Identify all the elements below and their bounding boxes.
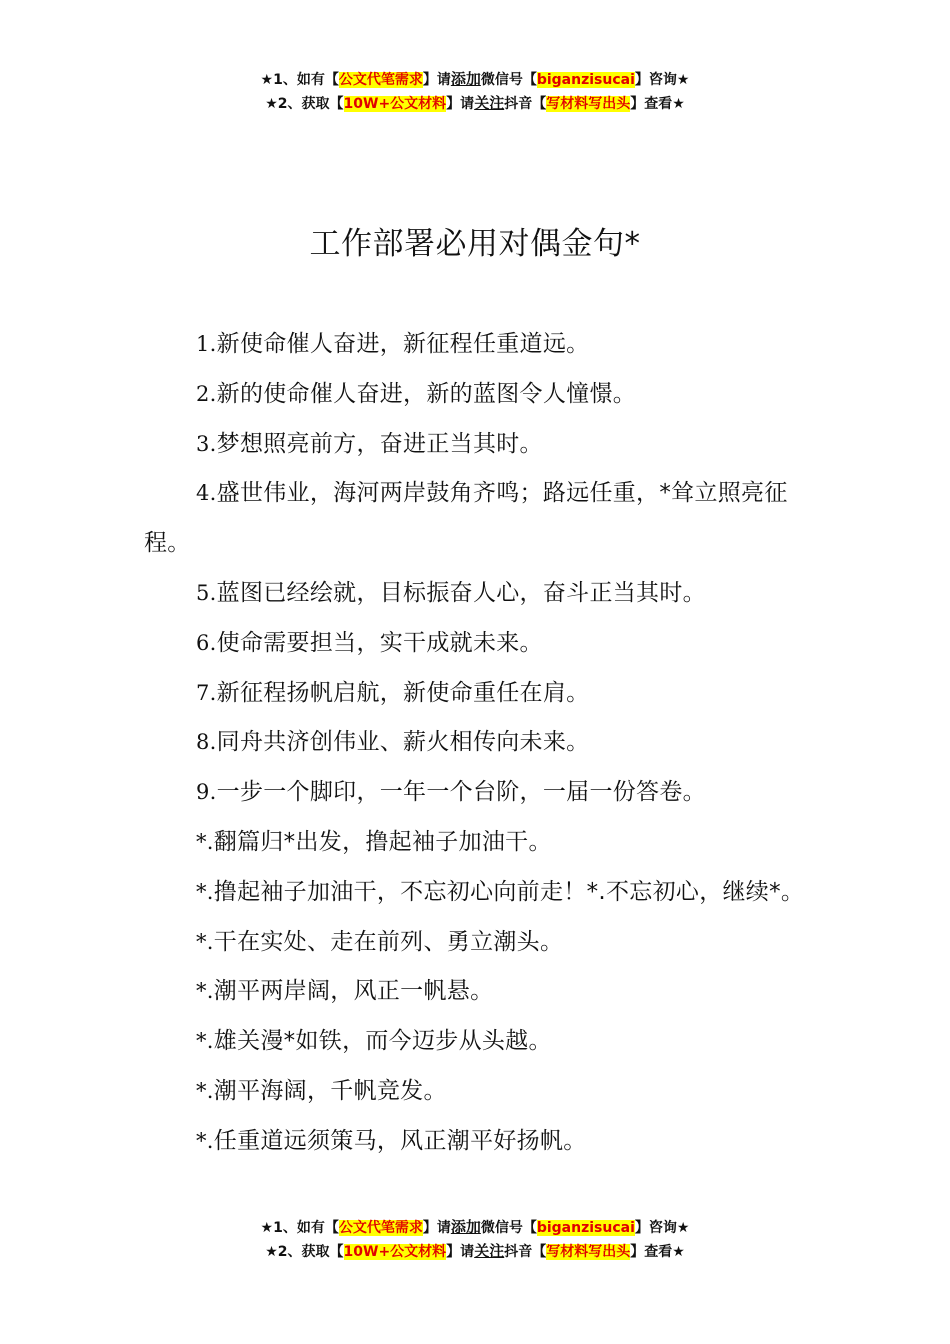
promo-line-2 (0, 1240, 950, 1264)
list-item-number: *. (196, 979, 214, 1004)
list-item-text: 雄关漫*如铁，而今迈步从头越。 (213, 1028, 552, 1055)
list-item-number: 5. (196, 580, 217, 605)
list-item-number: 6. (196, 630, 217, 655)
list-item (144, 818, 810, 868)
list-item-number: *. (196, 879, 214, 904)
promo-line-2 (0, 92, 950, 116)
promo-line-1-highlight-service: 公文代笔需求 (338, 72, 423, 88)
list-item-text: 同舟共济创伟业、薪火相传向未来。 (216, 729, 590, 756)
list-item-text: 新的使命催人奋进，新的蓝图令人憧憬。 (216, 380, 637, 407)
list-item-text: 蓝图已经绘就，目标振奋人心，奋斗正当其时。 (216, 579, 706, 606)
promo-line-2-prefix: ★2、获取【 (265, 1244, 344, 1260)
promo-line-2-suffix: 】查看★ (630, 1244, 685, 1260)
list-item-text: 干在实处、走在前列、勇立潮头。 (213, 928, 564, 955)
list-item (144, 669, 810, 719)
list-item (144, 370, 810, 420)
list-item-text: 撸起袖子加油干，不忘初心向前走！*.不忘初心，继续*。 (213, 878, 805, 905)
list-item (144, 320, 810, 370)
list-item-text: 翻篇归*出发，撸起袖子加油干。 (213, 828, 552, 855)
document-title: 工作部署必用对偶金句* (309, 226, 641, 262)
promo-line-1-mid1: 】请 (422, 1220, 451, 1236)
promo-line-1-prefix: ★1、如有【 (260, 1220, 339, 1236)
promo-line-1-mid2: 微信号【 (480, 1220, 537, 1236)
list-item-number: *. (196, 1078, 214, 1103)
list-item (144, 469, 810, 569)
list-item-number: 8. (196, 730, 217, 755)
list-item-text: 潮平两岸阔，风正一帆悬。 (213, 978, 494, 1005)
promo-line-1-suffix: 】咨询★ (634, 72, 690, 88)
promo-line-2-underlined: 关注 (474, 1242, 505, 1260)
list-item-number: *. (196, 1029, 214, 1054)
list-item (144, 1067, 810, 1117)
promo-line-2-highlight-materials: 10W+公文材料 (343, 96, 447, 112)
document-body (144, 320, 810, 1167)
list-item (144, 868, 810, 918)
list-item-number: *. (196, 1128, 214, 1153)
promo-line-2-highlight-douyin: 写材料写出头 (546, 1244, 631, 1260)
list-item-number: 7. (196, 680, 217, 705)
list-item-number: *. (196, 829, 214, 854)
promo-line-2-mid2: 抖音【 (504, 1244, 547, 1260)
list-item-number: 3. (196, 431, 217, 456)
promo-line-2-highlight-materials: 10W+公文材料 (343, 1244, 447, 1260)
promo-line-1-underlined: 添加 (450, 1218, 481, 1236)
promo-line-2-suffix: 】查看★ (630, 96, 685, 112)
promo-line-1-mid1: 】请 (422, 72, 451, 88)
list-item (144, 569, 810, 619)
list-item-text: 任重道远须策马，风正潮平好扬帆。 (213, 1127, 587, 1154)
list-item (144, 967, 810, 1017)
promo-line-1-highlight-wechat: biganzisucai (536, 72, 635, 88)
promo-line-1-prefix: ★1、如有【 (260, 72, 339, 88)
list-item-number: 2. (196, 381, 217, 406)
footer-promo-banner (0, 1216, 950, 1264)
list-item-number: 1. (196, 332, 217, 356)
promo-line-2-mid1: 】请 (446, 1244, 475, 1260)
promo-line-2-underlined: 关注 (474, 94, 505, 112)
list-item-text: 新征程扬帆启航，新使命重任在肩。 (216, 679, 590, 706)
list-item (144, 718, 810, 768)
list-item-text: 梦想照亮前方，奋进正当其时。 (216, 430, 543, 457)
promo-line-1-suffix: 】咨询★ (634, 1220, 690, 1236)
promo-line-1 (0, 1216, 950, 1240)
list-item-number: *. (196, 929, 214, 954)
promo-line-1-highlight-service: 公文代笔需求 (338, 1220, 423, 1236)
list-item-number: 4. (196, 481, 217, 506)
promo-line-1-highlight-wechat: biganzisucai (536, 1220, 635, 1236)
list-item-text: 使命需要担当，实干成就未来。 (216, 629, 543, 656)
promo-line-1-mid2: 微信号【 (480, 72, 537, 88)
promo-line-1-underlined: 添加 (450, 70, 481, 88)
promo-line-2-highlight-douyin: 写材料写出头 (546, 96, 631, 112)
list-item (144, 420, 810, 470)
list-item-text: 潮平海阔，千帆竞发。 (213, 1077, 447, 1104)
list-item-text: 一步一个脚印，一年一个台阶，一届一份答卷。 (216, 779, 706, 806)
list-item-number: 9. (196, 780, 217, 805)
list-item (144, 1017, 810, 1067)
list-item (144, 918, 810, 968)
list-item (144, 619, 810, 669)
promo-line-2-mid2: 抖音【 (504, 96, 547, 112)
list-item-text: 盛世伟业，海河两岸鼓角齐鸣；路远任重，*耸立照亮征程。 (144, 480, 788, 557)
list-item (144, 768, 810, 818)
promo-line-1 (0, 68, 950, 92)
promo-line-2-prefix: ★2、获取【 (265, 96, 344, 112)
list-item (144, 1117, 810, 1167)
list-item-text: 新使命催人奋进，新征程任重道远。 (216, 331, 590, 357)
header-promo-banner (0, 68, 950, 116)
promo-line-2-mid1: 】请 (446, 96, 475, 112)
